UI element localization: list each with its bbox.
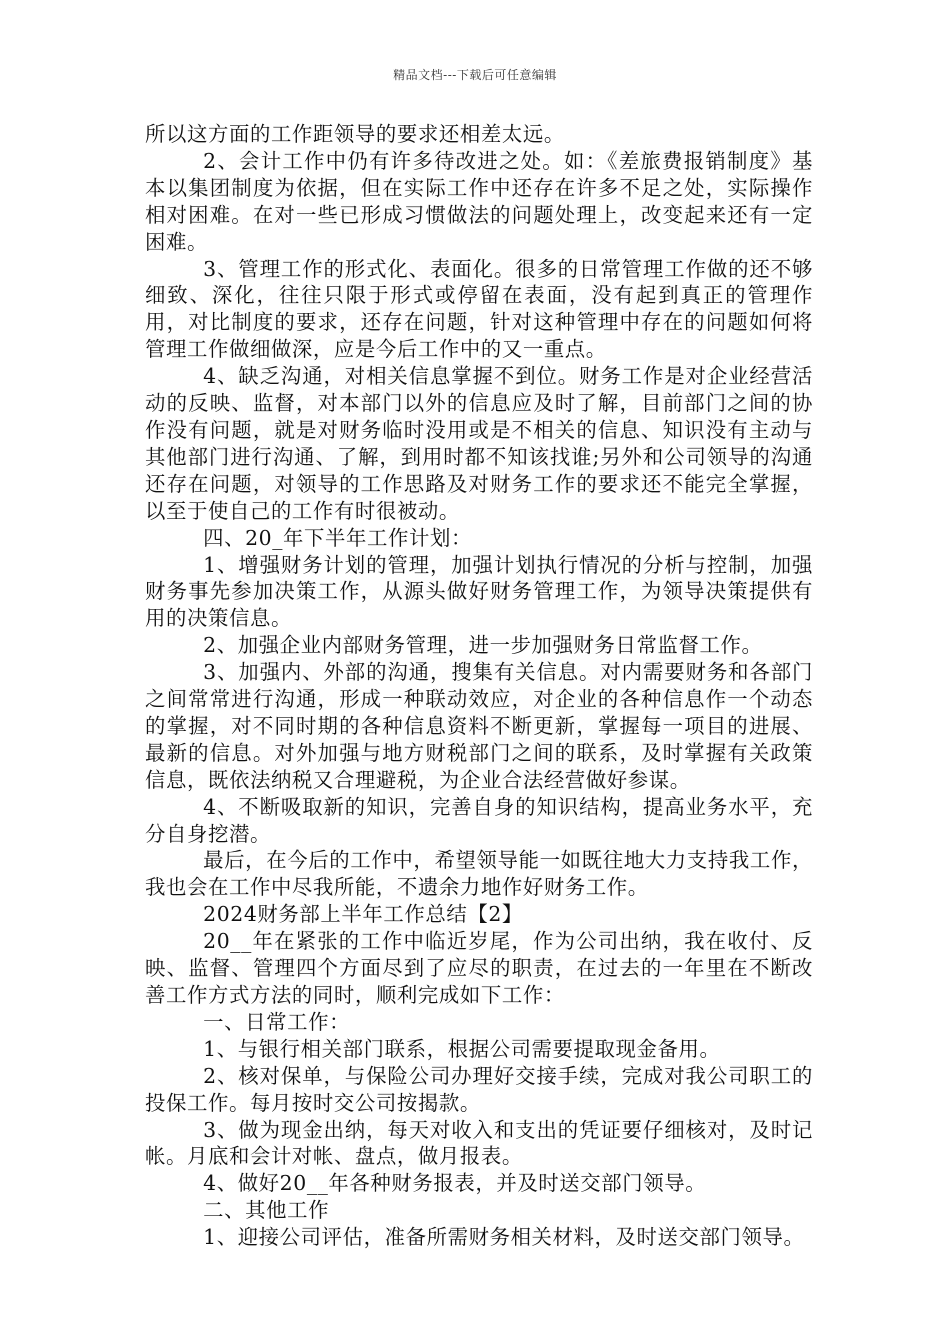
paragraph: 所以这方面的工作距领导的要求还相差太远。 xyxy=(145,122,565,146)
article-title: 2024财务部上半年工作总结【2】 xyxy=(203,902,523,927)
document-body xyxy=(145,121,813,1251)
paragraph: 3、加强内、外部的沟通，搜集有关信息。对内需要财务和各部门之间常常进行沟通，形成一种联动效应，对企业的各种信息作一个动态的掌握，对不同时期的各种信息资料不断更新，掌握每一项目的进展、最新的信息。对外加强与地方财税部门之间的联系，及时掌握有关政策信息，既依法纳税又合理避税，为企业合法经营做好参谋。 xyxy=(145,660,813,792)
paragraph: 20__年在紧张的工作中临近岁尾，作为公司出纳，我在收付、反映、监督、管理四个方面尽到了应尽的职责，在过去的一年里在不断改善工作方式方法的同时，顺利完成如下工作： xyxy=(145,929,813,1007)
paragraph: 4、不断吸取新的知识，完善自身的知识结构，提高业务水平，充分自身挖潜。 xyxy=(145,794,813,846)
paragraph: 最后，在今后的工作中，希望领导能一如既往地大力支持我工作，我也会在工作中尽我所能，不遗余力地作好财务工作。 xyxy=(145,848,813,900)
section-heading: 一、日常工作： xyxy=(203,1009,351,1034)
paragraph: 3、做为现金出纳，每天对收入和支出的凭证要仔细核对，及时记帐。月底和会计对帐、盘点，做月报表。 xyxy=(145,1117,813,1169)
paragraph: 1、增强财务计划的管理，加强计划执行情况的分析与控制，加强财务事先参加决策工作，从源头做好财务管理工作，为领导决策提供有用的决策信息。 xyxy=(145,552,813,631)
paragraph: 2、核对保单，与保险公司办理好交接手续，完成对我公司职工的投保工作。每月按时交公司按揭款。 xyxy=(145,1063,813,1115)
paragraph: 3、管理工作的形式化、表面化。很多的日常管理工作做的还不够细致、深化，往往只限于形式或停留在表面，没有起到真正的管理作用，对比制度的要求，还存在问题，针对这种管理中存在的问题如何将管理工作做细做深，应是今后工作中的又一重点。 xyxy=(145,256,813,362)
paragraph: 1、迎接公司评估，准备所需财务相关材料，及时送交部门领导。 xyxy=(203,1225,805,1250)
paragraph: 4、做好20__年各种财务报表，并及时送交部门领导。 xyxy=(203,1171,707,1196)
paragraph: 2、加强企业内部财务管理，进一步加强财务日常监督工作。 xyxy=(203,633,763,658)
section-heading: 四、20_年下半年工作计划： xyxy=(203,525,472,550)
paragraph: 4、缺乏沟通，对相关信息掌握不到位。财务工作是对企业经营活动的反映、监督，对本部门以外的信息应及时了解，目前部门之间的协作没有问题，就是对财务临时没用或是不相关的信息、知识没有主动与其他部门进行沟通、了解，到用时都不知该找谁;另外和公司领导的沟通还存在问题，对领导的工作思路及对财务工作的要求还不能完全掌握，以至于使自己的工作有时很被动。 xyxy=(145,364,813,523)
page-header: 精品文档---下载后可任意编辑 xyxy=(393,68,557,82)
paragraph: 1、与银行相关部门联系，根据公司需要提取现金备用。 xyxy=(203,1036,721,1061)
section-heading: 二、其他工作 xyxy=(203,1198,330,1223)
paragraph: 2、会计工作中仍有许多待改进之处。如：《差旅费报销制度》基本以集团制度为依据，但在实际工作中还存在许多不足之处，实际操作相对困难。在对一些已形成习惯做法的问题处理上，改变起来还有一定困难。 xyxy=(145,148,813,254)
